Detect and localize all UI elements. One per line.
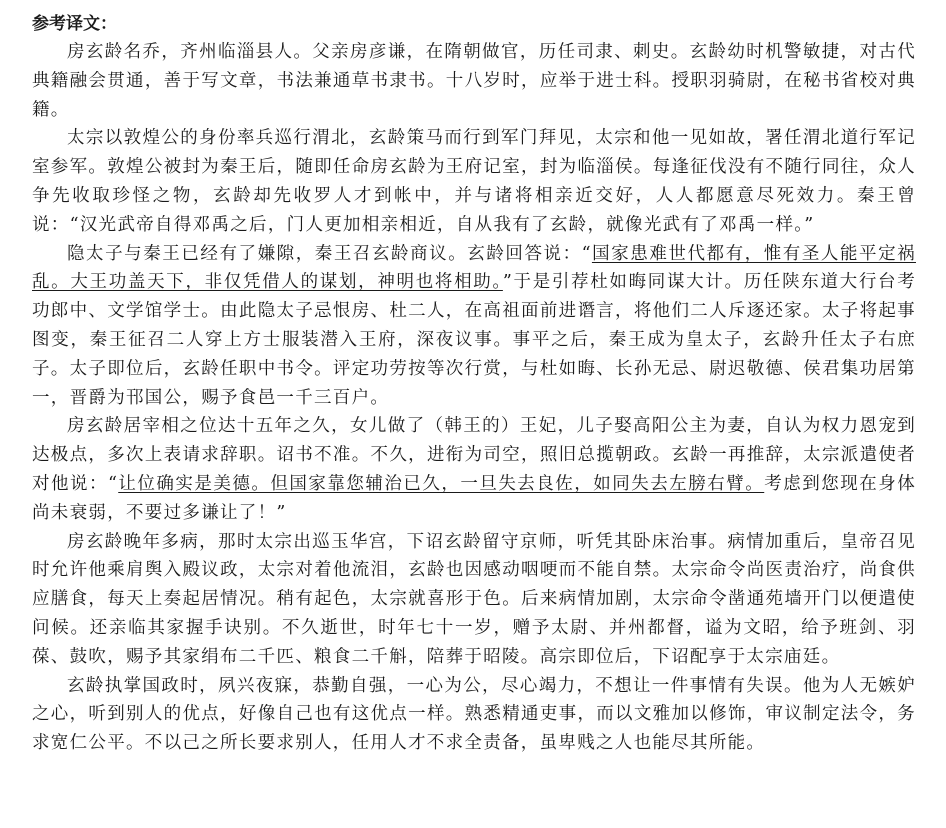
paragraph-3-after: ”于是引荐杜如晦同谋大计。历任陕东道大行台考功郎中、文学馆学士。由此隐太子忌恨房、杜二人，在高祖面前进谮言，将他们二人斥逐还家。太子将起事图变，秦王征召二人穿上方士服装潜入王府，深夜议事。事平之后，秦王成为皇太子，玄龄升任太子右庶子。太子即位后，玄龄任职中书令。评定功劳按等次行赏，与杜如晦、长孙无忌、尉迟敬德、侯君集功居第一，晋爵为邗国公，赐予食邑一千三百户。 <box>32 272 917 408</box>
paragraph-6: 玄龄执掌国政时，夙兴夜寐，恭勤自强，一心为公，尽心竭力，不想让一件事情有失误。他为人无嫉妒之心，听到别人的优点，好像自己也有这优点一样。熟悉精通吏事，而以文雅加以修饰，审议制定法令，务求宽仁公平。不以己之所长要求别人，任用人才不求全责备，虽卑贱之人也能尽其所能。 <box>32 675 916 754</box>
paragraph-2: 太宗以敦煌公的身份率兵巡行渭北，玄龄策马而行到军门拜见，太宗和他一见如故，署任渭北道行军记室参军。敦煌公被封为秦王后，随即任命房玄龄为王府记室，封为临淄侯。每逢征伐没有不随行同往，众人争先收取珍怪之物，玄龄却先收罗人才到帐中，并与诸将相亲近交好，人人都愿意尽死效力。秦王曾说：“汉光武帝自得邓禹之后，门人更加相亲相近，自从我有了玄龄，就像光武有了邓禹一样。” <box>32 128 916 235</box>
translation-document <box>32 10 916 758</box>
paragraph-4 <box>32 412 916 527</box>
paragraph-4-before: 房玄龄居宰相之位达十五年之久，女儿做了（韩王的）王妃，儿子娶高阳公主为妻，自认为权力恩宠到达极点，多次上表请求辞职。诏书不准。不久，进衔为司空，照旧总揽朝政。玄龄一再推辞，太宗派遣使者对他说：“ <box>32 416 916 494</box>
underlined-quote-2: 让位确实是美德。但国家靠您辅治已久，一旦失去良佐，如同失去左膀右臂。 <box>118 473 765 494</box>
paragraph-3 <box>32 240 916 413</box>
paragraph-5: 房玄龄晚年多病，那时太宗出巡玉华宫，下诏玄龄留守京师，听凭其卧床治事。病情加重后，皇帝召见时允许他乘肩舆入殿议政，太宗对着他流泪，玄龄也因感动咽哽而不能自禁。太宗命令尚医责治疗，尚食供应膳食，每天上奏起居情况。稍有起色，太宗就喜形于色。后来病情加剧，太宗命令凿通苑墙开门以便遣使问候。还亲临其家握手诀别。不久逝世，时年七十一岁，赠予太尉、并州都督，谥为文昭，给予班剑、羽葆、鼓吹，赐予其家绢布二千匹、粮食二千斛，陪葬于昭陵。高宗即位后，下诏配享于太宗庙廷。 <box>32 531 916 667</box>
section-heading: 参考译文： <box>32 14 117 34</box>
underlined-quote-1: 国家患难世代都有，惟有圣人能平定祸乱。大王功盖天下，非仅凭借人的谋划，神明也将相助。 <box>32 243 916 293</box>
paragraph-3-before: 隐太子与秦王已经有了嫌隙，秦王召玄龄商议。玄龄回答说：“ <box>67 243 592 264</box>
paragraph-4-after: 考虑到您现在身体尚未衰弱，不要过多谦让了！” <box>32 473 916 523</box>
paragraph-1: 房玄龄名乔，齐州临淄县人。父亲房彦谦，在隋朝做官，历任司隶、刺史。玄龄幼时机警敏捷，对古代典籍融会贯通，善于写文章，书法兼通草书隶书。十八岁时，应举于进士科。授职羽骑尉，在秘书省校对典籍。 <box>32 42 916 120</box>
